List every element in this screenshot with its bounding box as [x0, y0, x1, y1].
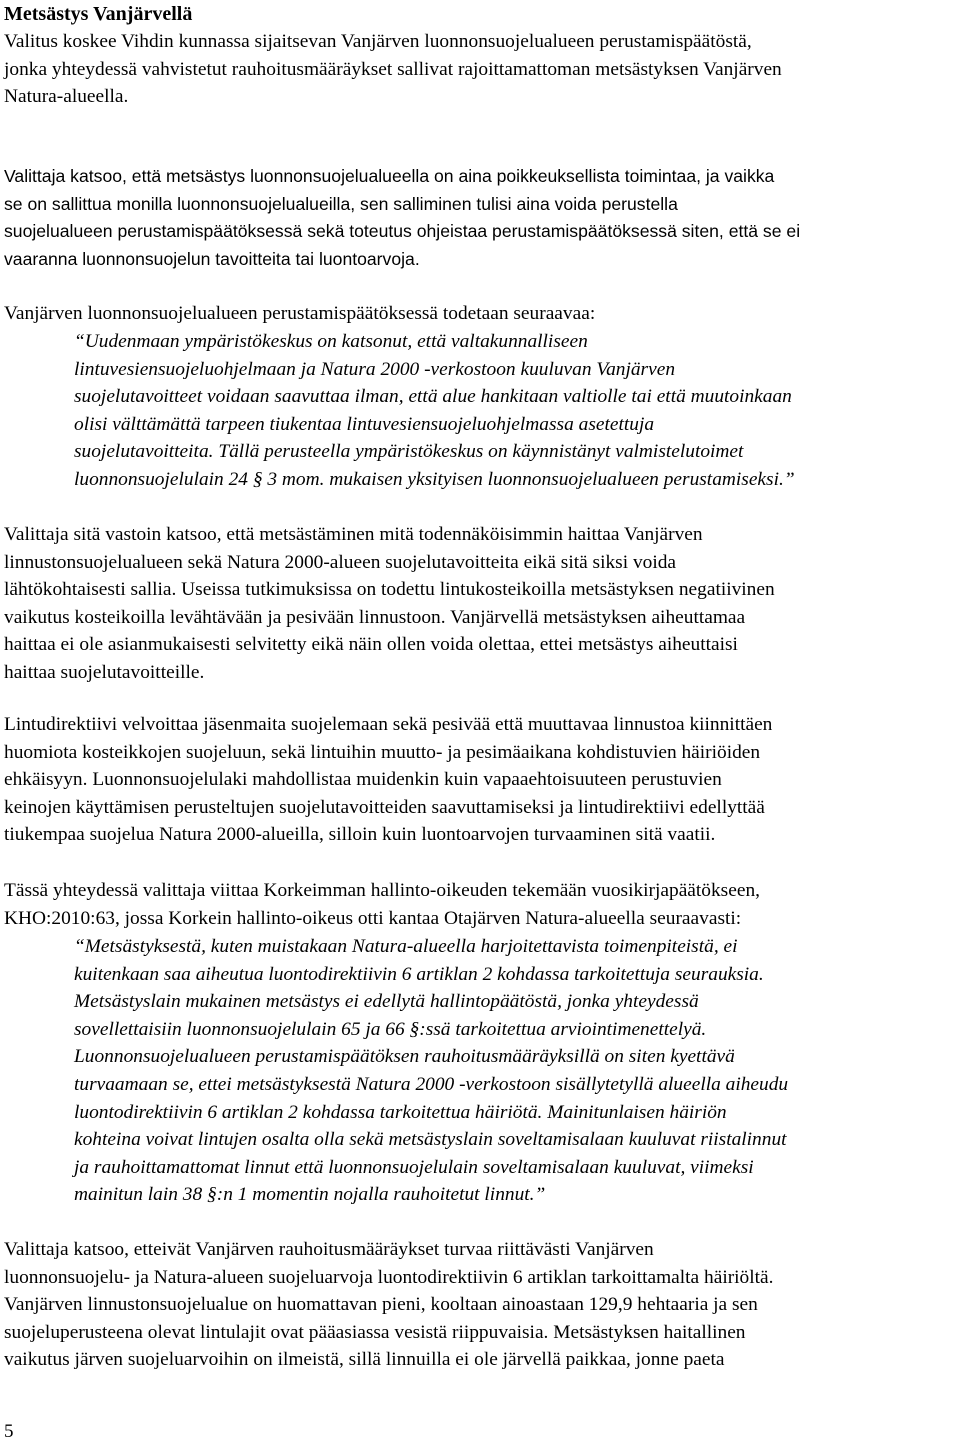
text-line: Valittaja katsoo, että metsästys luonnonsuojelualueella on aina poikkeuksellista toimintaa, ja vaikka: [4, 166, 775, 186]
text-line: tiukempaa suojelua Natura 2000-alueilla, silloin kuin luontoarvojen turvaaminen sitä vaatii.: [4, 824, 716, 846]
text-line: Lintudirektiivi velvoittaa jäsenmaita suojelemaan sekä pesivää että muuttavaa linnustoa kiinnittäen: [4, 714, 773, 735]
quote-kho: [74, 933, 958, 1209]
paragraph-bird-directive: [4, 711, 956, 849]
text-line: haittaa ei ole asianmukaisesti selvitetty eikä näin ollen voida olettaa, ettei metsästys aiheuttaisi: [4, 634, 738, 656]
quote-line: suojelutavoitteita. Tällä perusteella ympäristökeskus on käynnistänyt valmistelutoimet: [74, 441, 744, 463]
text-line: huomiota kosteikkojen suojeluun, sekä lintuihin muutto- ja pesimäaikana kohdistuvien häiriöiden: [4, 741, 761, 763]
quote-line: sovellettaisiin luonnonsuojelulain 65 ja 66 §:ssä tarkoitettua arviointimenettelyä.: [74, 1018, 707, 1040]
paragraph-hunting-harm: [4, 521, 956, 687]
quote-line: suojelutavoitteet voidaan saavuttaa ilman, että alue hankitaan valtiolle tai että muutoinkaan: [74, 386, 792, 408]
paragraph-decision-intro: [4, 300, 956, 328]
document-title: Metsästys Vanjärvellä: [4, 3, 193, 25]
quote-decision: [74, 328, 958, 494]
text-line: vaaranna luonnonsuojelun tavoitteita tai luontoarvoja.: [4, 248, 420, 269]
quote-line: kohteina voivat lintujen osalta olla sekä metsästyslain soveltamisalaan kuuluvat riistalinnut: [74, 1129, 787, 1151]
quote-line: luonnonsuojelulain 24 § 3 mom. mukaisen yksityisen luonnonsuojelualueen perustamiseksi.”: [74, 468, 795, 490]
text-line: haittaa suojelutavoitteille.: [4, 661, 205, 683]
quote-line: turvaamaan se, ettei metsästyksestä Natura 2000 -verkostoon sisällytetyllä alueella aiheudu: [74, 1073, 789, 1095]
text-line: vaikutus järven suojeluarvoihin on ilmeistä, sillä linnuilla ei ole järvellä paikkaa, jonne paeta: [4, 1349, 725, 1371]
quote-line: olisi välttämättä tarpeen tiukentaa lintuvesiensuojeluohjelmassa asetettuja: [74, 413, 655, 435]
quote-line: “Uudenmaan ympäristökeskus on katsonut, että valtakunnalliseen: [74, 331, 588, 352]
quote-line: lintuvesiensuojeluohjelmaan ja Natura 2000 -verkostoon kuuluvan Vanjärven: [74, 358, 676, 380]
text-line: se on sallittua monilla luonnonsuojelualueilla, sen salliminen tulisi aina voida perustella: [4, 193, 678, 214]
paragraph-appeal-subject: [4, 28, 956, 111]
text-line: jonka yhteydessä vahvistetut rauhoitusmääräykset sallivat rajoittamattoman metsästyksen Vanjärven: [4, 58, 782, 80]
text-line: lähtökohtaisesti sallia. Useissa tutkimuksissa on todettu lintukosteikoilla metsästyksen negatiivinen: [4, 579, 775, 601]
quote-line: luontodirektiivin 6 artiklan 2 kohdassa tarkoitettua häiriötä. Mainitunlaisen häiriön: [74, 1101, 727, 1123]
text-line: linnustonsuojelualueen sekä Natura 2000-alueen suojelutavoitteita eikä sitä siksi voida: [4, 551, 677, 573]
text-line: Valitus koskee Vihdin kunnassa sijaitsevan Vanjärven luonnonsuojelualueen perustamispäätöstä,: [4, 31, 752, 52]
text-line: Valittaja sitä vastoin katsoo, että metsästäminen mitä todennäköisimmin haittaa Vanjärven: [4, 524, 703, 545]
text-line: Vanjärven linnustonsuojelualue on huomattavan pieni, kooltaan ainoastaan 129,9 hehtaaria ja sen: [4, 1294, 758, 1316]
quote-line: kuitenkaan saa aiheutua luontodirektiivin 6 artiklan 2 kohdassa tarkoitettuja seurauksia.: [74, 963, 764, 985]
page-number: 5: [4, 1421, 14, 1442]
text-line: KHO:2010:63, jossa Korkein hallinto-oikeus otti kantaa Otajärven Natura-alueella seuraavasti:: [4, 907, 742, 929]
text-line: vaikutus kosteikoilla levähtävään ja pesivään linnustoon. Vanjärvellä metsästyksen aiheuttamaa: [4, 606, 746, 628]
text-line: luonnonsuojelu- ja Natura-alueen suojeluarvoja luontodirektiivin 6 artiklan tarkoittamalta häiriöltä.: [4, 1266, 774, 1288]
text-line: Tässä yhteydessä valittaja viittaa Korkeimman hallinto-oikeuden tekemään vuosikirjapäätökseen,: [4, 880, 760, 901]
quote-line: Metsästyslain mukainen metsästys ei edellytä hallintopäätöstä, jonka yhteydessä: [74, 991, 699, 1013]
text-line: Vanjärven luonnonsuojelualueen perustamispäätöksessä todetaan seuraavaa:: [4, 303, 596, 324]
text-line: keinojen käyttämisen perusteltujen suojelutavoitteiden saavuttamiseksi ja lintudirektiivi edellyttää: [4, 796, 765, 818]
paragraph-conclusion: [4, 1236, 956, 1374]
text-line: ehkäisyyn. Luonnonsuojelulaki mahdollistaa muidenkin kuin vapaaehtoisuuteen perustuvien: [4, 769, 722, 791]
paragraph-kho-reference: [4, 877, 956, 932]
text-line: suojeluperusteena olevat lintulajit ovat pääasiassa vesistä riippuvaisia. Metsästyksen haitallinen: [4, 1321, 746, 1343]
paragraph-appellant-view: [4, 163, 956, 273]
text-line: suojelualueen perustamispäätöksessä sekä toteutus ohjeistaa perustamispäätöksessä siten, että se ei: [4, 221, 801, 242]
quote-line: mainitun lain 38 §:n 1 momentin nojalla rauhoitetut linnut.”: [74, 1184, 546, 1206]
quote-line: “Metsästyksestä, kuten muistakaan Natura-alueella harjoitettavista toimenpiteistä, ei: [74, 936, 738, 957]
text-line: Natura-alueella.: [4, 86, 129, 108]
quote-line: ja rauhoittamattomat linnut että luonnonsuojelulain soveltamisalaan kuuluvat, viimeksi: [74, 1156, 754, 1178]
text-line: Valittaja katsoo, etteivät Vanjärven rauhoitusmääräykset turvaa riittävästi Vanjärven: [4, 1239, 654, 1260]
quote-line: Luonnonsuojelualueen perustamispäätöksen rauhoitusmääräyksillä on siten kyettävä: [74, 1046, 735, 1068]
